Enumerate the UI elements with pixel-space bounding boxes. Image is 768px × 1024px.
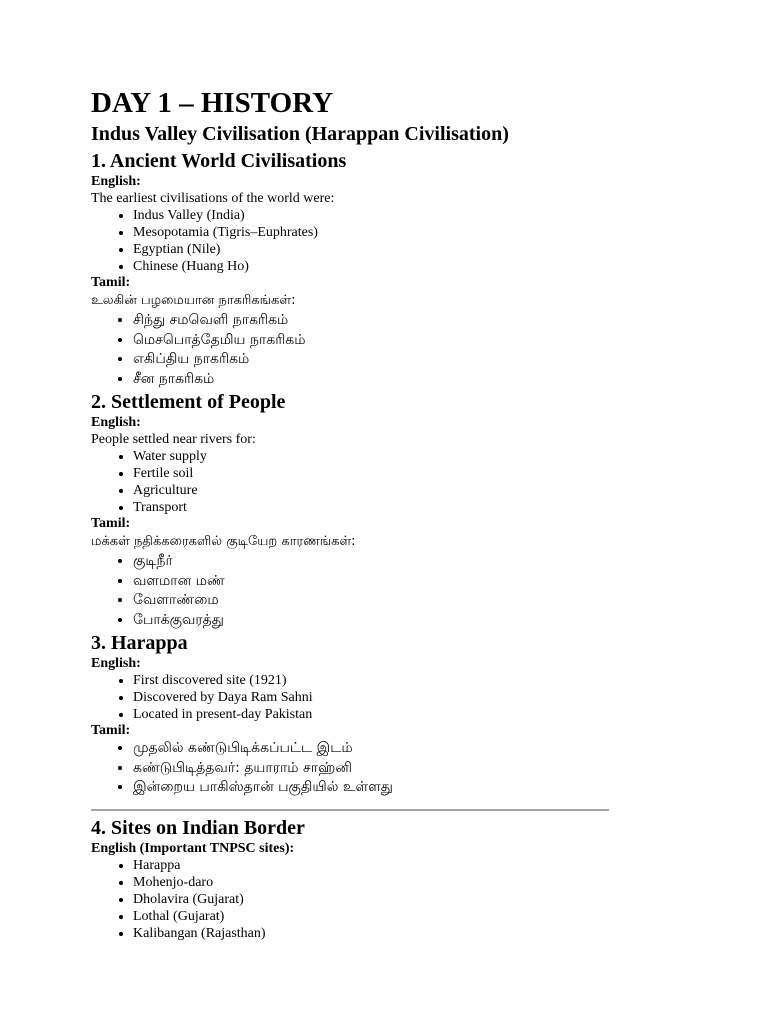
english-label: English (Important TNPSC sites): bbox=[91, 840, 295, 856]
horizontal-divider bbox=[91, 809, 609, 811]
list-item: • இன்றைய பாகிஸ்தான் பகுதியில் உள்ளது bbox=[133, 778, 691, 798]
section-ancient-civilisations bbox=[91, 148, 691, 389]
list-item: • முதலில் கண்டுபிடிக்கப்பட்ட இடம் bbox=[133, 739, 691, 759]
list-item: • Located in present-day Pakistan bbox=[133, 706, 691, 723]
list-item: • Lothal (Gujarat) bbox=[133, 908, 691, 925]
section-harappa bbox=[91, 630, 691, 798]
list-item: • குடிநீர் bbox=[133, 552, 691, 572]
tamil-intro: மக்கள் நதிக்கரைகளில் குடியேற காரணங்கள்: bbox=[91, 534, 356, 549]
tamil-label: Tamil: bbox=[91, 723, 131, 738]
list-item: • Water supply bbox=[133, 448, 691, 465]
english-list bbox=[91, 672, 691, 723]
tamil-list bbox=[91, 552, 691, 630]
list-item: • Chinese (Huang Ho) bbox=[133, 258, 691, 275]
list-item: • Dholavira (Gujarat) bbox=[133, 891, 691, 908]
list-item: • சீன நாகரிகம் bbox=[133, 370, 691, 390]
list-item: • First discovered site (1921) bbox=[133, 672, 691, 689]
section-heading: 1. Ancient World Civilisations bbox=[91, 150, 347, 172]
list-item: • வளமான மண் bbox=[133, 572, 691, 592]
list-item: • Mohenjo-daro bbox=[133, 874, 691, 891]
list-item: • Mesopotamia (Tigris–Euphrates) bbox=[133, 224, 691, 241]
english-list bbox=[91, 207, 691, 275]
english-label: English: bbox=[91, 656, 141, 671]
section-heading: 2. Settlement of People bbox=[91, 391, 286, 413]
list-item: • வேளாண்மை bbox=[133, 591, 691, 611]
list-item: • Harappa bbox=[133, 857, 691, 874]
english-list bbox=[91, 448, 691, 516]
tamil-label: Tamil: bbox=[91, 275, 131, 290]
list-item: • Kalibangan (Rajasthan) bbox=[133, 925, 691, 942]
tamil-label: Tamil: bbox=[91, 516, 131, 531]
list-item: • போக்குவரத்து bbox=[133, 611, 691, 631]
list-item: • கண்டுபிடித்தவர்: தயாராம் சாஹ்னி bbox=[133, 759, 691, 779]
english-label: English: bbox=[91, 174, 141, 189]
tamil-list bbox=[91, 739, 691, 798]
section-border-sites bbox=[91, 815, 691, 942]
english-list bbox=[91, 857, 691, 942]
list-item: • Fertile soil bbox=[133, 465, 691, 482]
english-intro: People settled near rivers for: bbox=[91, 432, 256, 447]
list-item: • Egyptian (Nile) bbox=[133, 241, 691, 258]
tamil-list bbox=[91, 311, 691, 389]
english-label: English: bbox=[91, 415, 141, 430]
tamil-intro: உலகின் பழமையான நாகரிகங்கள்: bbox=[91, 293, 296, 308]
document-page bbox=[91, 86, 691, 942]
list-item: • சிந்து சமவெளி நாகரிகம் bbox=[133, 311, 691, 331]
list-item: • எகிப்திய நாகரிகம் bbox=[133, 350, 691, 370]
page-subtitle: Indus Valley Civilisation (Harappan Civilisation) bbox=[91, 123, 509, 145]
list-item: • Agriculture bbox=[133, 482, 691, 499]
section-settlement bbox=[91, 389, 691, 630]
section-heading: 4. Sites on Indian Border bbox=[91, 816, 305, 839]
page-title: DAY 1 – HISTORY bbox=[91, 87, 334, 119]
list-item: • Transport bbox=[133, 499, 691, 516]
section-heading: 3. Harappa bbox=[91, 632, 188, 654]
english-intro: The earliest civilisations of the world were: bbox=[91, 191, 335, 206]
list-item: • Discovered by Daya Ram Sahni bbox=[133, 689, 691, 706]
list-item: • Indus Valley (India) bbox=[133, 207, 691, 224]
list-item: • மெசபொத்தேமிய நாகரிகம் bbox=[133, 331, 691, 351]
